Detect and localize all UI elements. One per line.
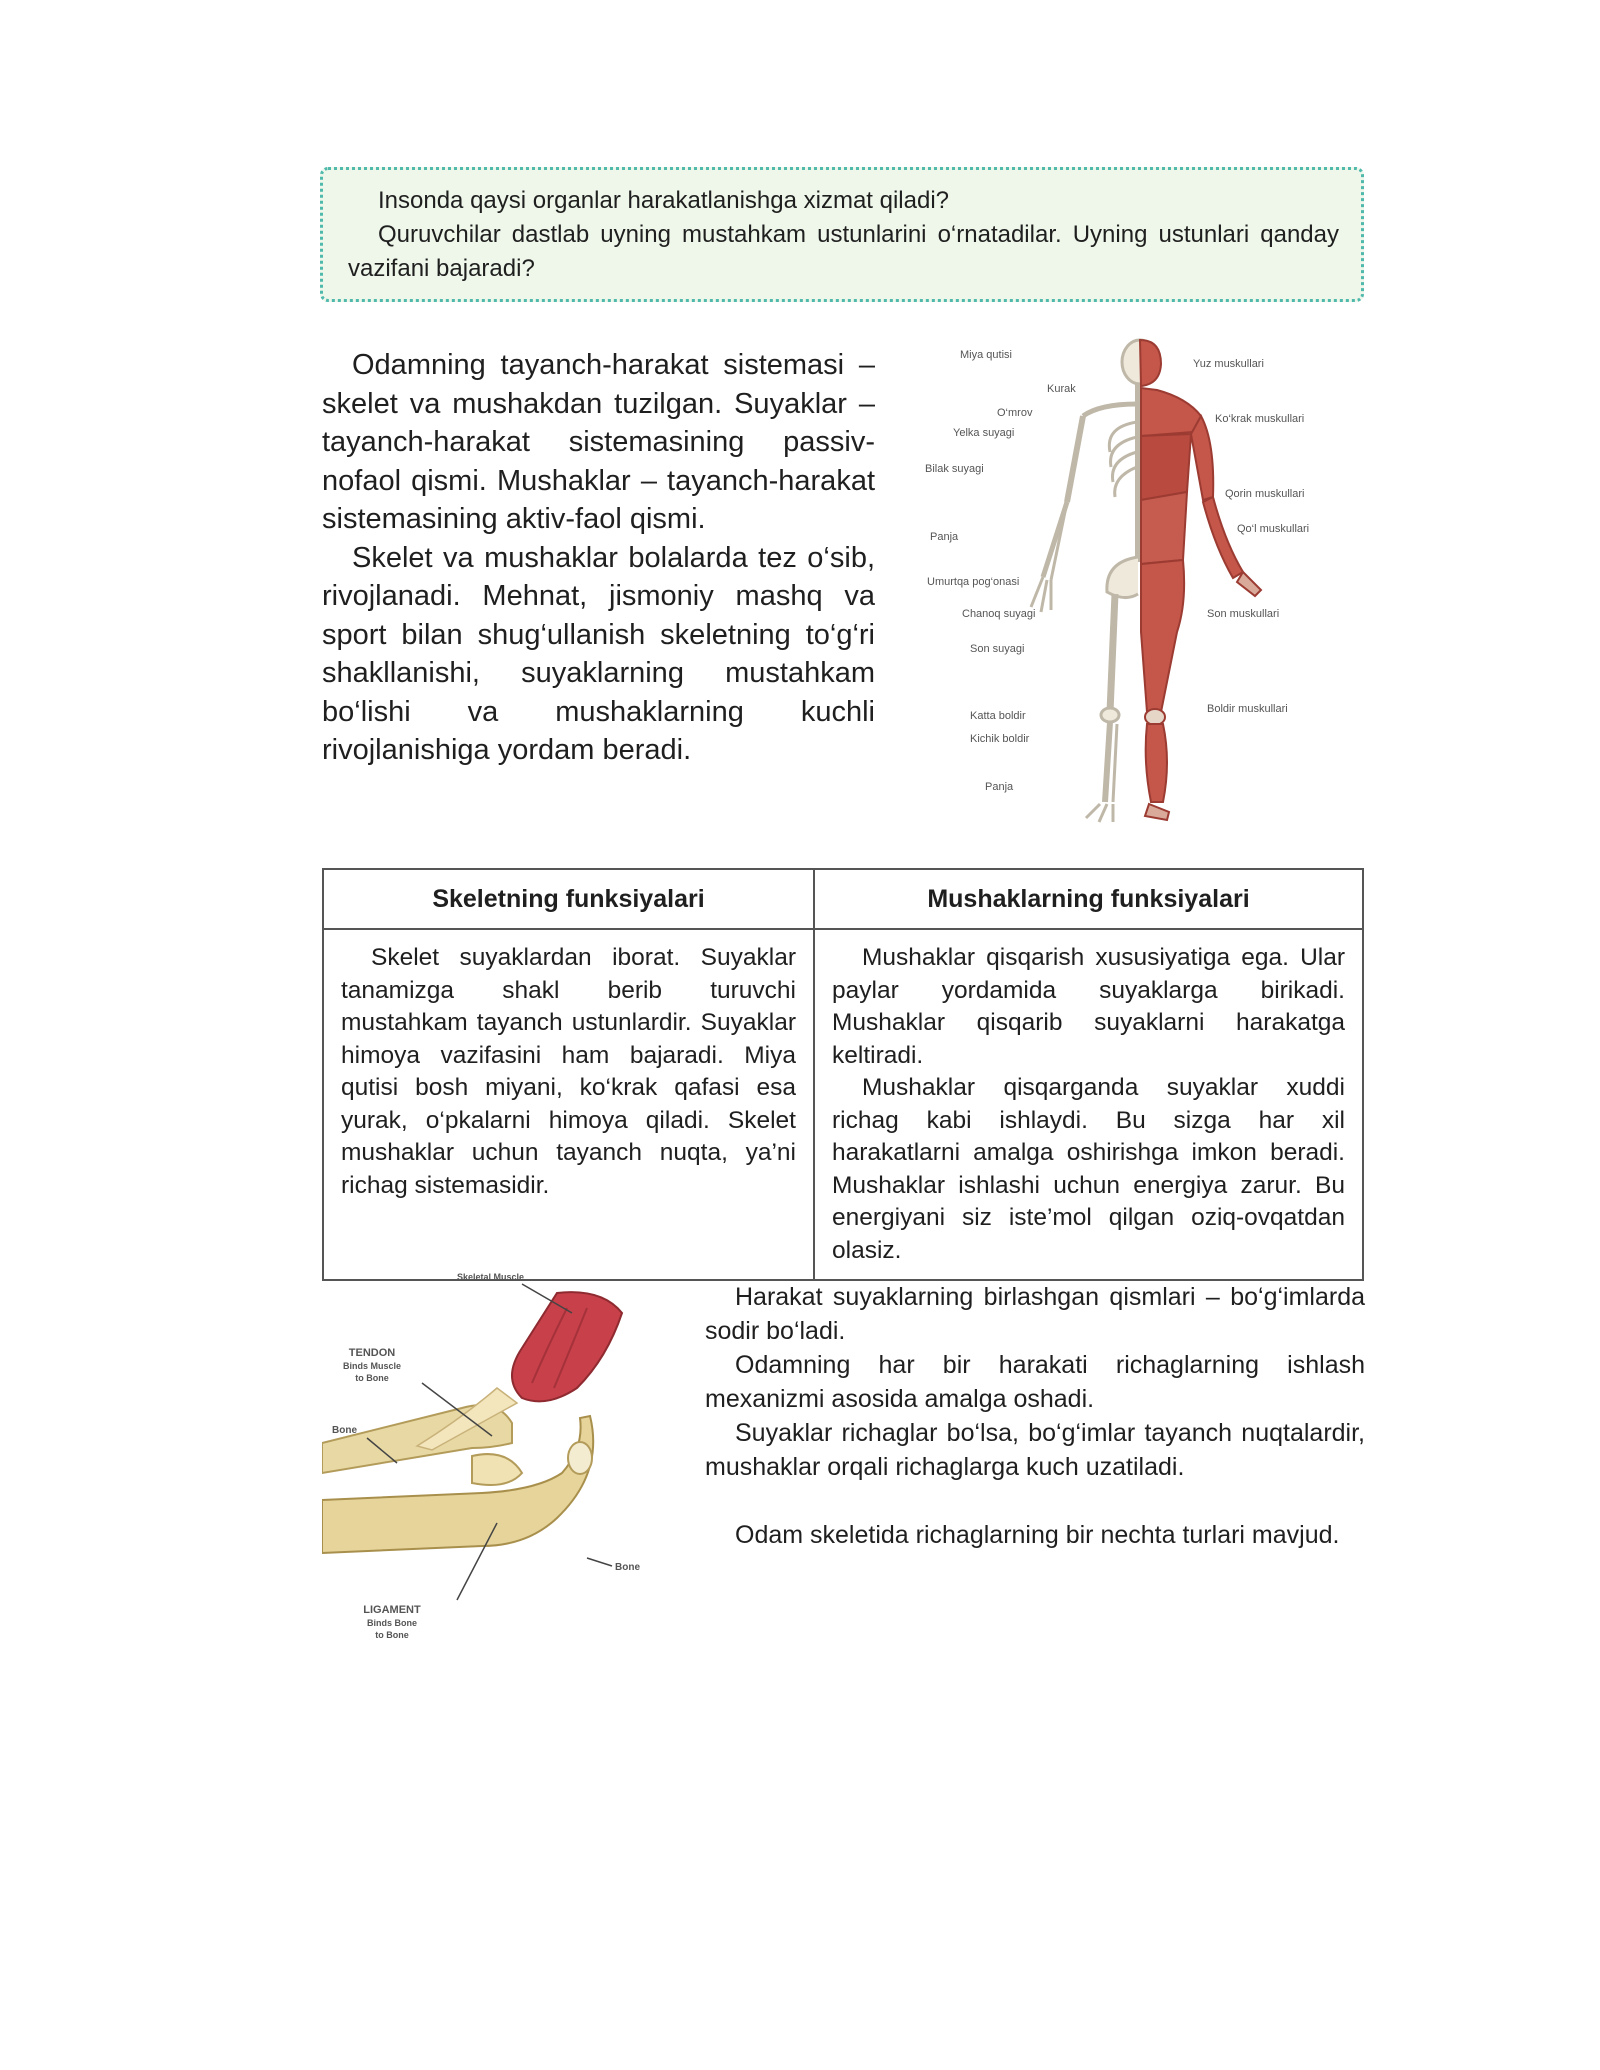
right-labels: [1193, 358, 1309, 715]
label-panja-hand: Panja: [930, 531, 959, 543]
anatomy-illustration: [925, 332, 1365, 832]
intro-paragraph-1: Odamning tayanch-harakat sistemasi – skelet va mushakdan tuzilgan. Suyaklar – tayanch-harakat sistemasining passiv-nofaol qismi. Mushaklar – tayanch-harakat sistemasining aktiv-faol qismi.: [322, 349, 875, 535]
elbow-illustration: [322, 1268, 687, 1668]
label-tendon-sub1: Binds Muscle: [342, 1361, 402, 1371]
motion-paragraph-3: Suyaklar richaglar bo‘lsa, bo‘g‘imlar tayanch nuqtalardir, mushaklar orqali richaglarga kuch uzatiladi.: [705, 1419, 1365, 1481]
label-miya-qutisi: Miya qutisi: [960, 349, 1012, 361]
skeleton-half: [1031, 340, 1158, 822]
label-kichik-boldir: Kichik boldir: [970, 733, 1030, 745]
joint-cartilage: [472, 1454, 522, 1485]
label-yelka-suyagi: Yelka suyagi: [953, 427, 1015, 439]
label-boldir-muskullari: Boldir muskullari: [1207, 703, 1288, 715]
intro-text: [322, 346, 875, 770]
motion-paragraph-4: Odam skeletida richaglarning bir nechta turlari mavjud.: [735, 1521, 1340, 1549]
muscle-half: [1140, 340, 1261, 820]
label-qol-muskullari: Qo‘l muskullari: [1237, 523, 1310, 535]
anatomy-figure: [925, 332, 1365, 832]
muscle-functions-cell: [814, 929, 1363, 1280]
label-ligament-sub1: Binds Bone: [366, 1618, 418, 1628]
question-box: [320, 167, 1364, 302]
label-tendon: TENDON: [348, 1347, 396, 1359]
elbow-joint-figure: [322, 1268, 687, 1668]
label-kokrak-muskullari: Ko‘krak muskullari: [1215, 413, 1305, 425]
label-bilak-suyagi: Bilak suyagi: [925, 463, 984, 475]
table-row: [323, 929, 1363, 1280]
question-1: Insonda qaysi organlar harakatlanishga xizmat qiladi?: [378, 187, 950, 214]
motion-text: [705, 1280, 1365, 1552]
motion-paragraph-1: Harakat suyaklarning birlashgan qismlari – bo‘g‘imlarda sodir bo‘ladi.: [705, 1283, 1365, 1345]
joint-bone-end: [568, 1442, 592, 1474]
label-yuz-muskullari: Yuz muskullari: [1193, 358, 1264, 370]
label-son-muskullari: Son muskullari: [1207, 608, 1280, 620]
label-son-suyagi: Son suyagi: [970, 643, 1025, 655]
label-panja-foot: Panja: [985, 781, 1014, 793]
label-kurak: Kurak: [1047, 383, 1076, 395]
label-qorin-muskullari: Qorin muskullari: [1225, 488, 1305, 500]
header-skeleton-functions: Skeletning funksiyalari: [323, 869, 814, 929]
table-header-row: [323, 869, 1363, 929]
label-umurtqa: Umurtqa pog‘onasi: [927, 576, 1020, 588]
label-skeletal-muscle: Skeletal Muscle: [457, 1272, 525, 1282]
label-ligament: LIGAMENT: [363, 1604, 421, 1616]
label-chanoq-suyagi: Chanoq suyagi: [962, 608, 1036, 620]
skeleton-functions-text: Skelet suyaklardan iborat. Suyaklar tanamizga shakl berib turuvchi mustahkam tayanch ustunlardir. Suyaklar himoya vazifasini ham bajaradi. Miya qutisi bosh miyani, ko‘krak qafasi esa yurak, o‘pkalarni himoya qiladi. Skelet mushaklar uchun tayanch nuqta, ya’ni richag sistemasidir.: [341, 944, 796, 1199]
intro-paragraph-2: Skelet va mushaklar bolalarda tez o‘sib, rivojlanadi. Mehnat, jismoniy mashq va sport bilan shug‘ullanish skeletning to‘g‘ri shakllanishi, suyaklarning mustahkam bo‘lishi va mushaklarning kuchli rivojlanishiga yordam beradi.: [322, 541, 875, 766]
muscle-functions-text-2: Mushaklar qisqarganda suyaklar xuddi richag kabi ishlaydi. Bu sizga har xil harakatlarni amalga oshirishga imkon beradi. Mushaklar ishlashi uchun energiya zarur. Bu energiyani siz iste’mol qilgan oziq-ovqatdan olasiz.: [832, 1074, 1345, 1264]
label-bone-right: Bone: [615, 1562, 640, 1573]
label-tendon-sub2: to Bone: [355, 1373, 389, 1383]
label-ligament-sub2: to Bone: [375, 1630, 409, 1640]
functions-table: [322, 868, 1364, 1281]
label-bone-left: Bone: [332, 1425, 357, 1436]
question-2: Quruvchilar dastlab uyning mustahkam ustunlarini o‘rnatadilar. Uyning ustunlari qanday vazifani bajaradi?: [348, 221, 1339, 282]
skeleton-functions-cell: [323, 929, 814, 1280]
label-omrov: O‘mrov: [997, 407, 1033, 419]
label-katta-boldir: Katta boldir: [970, 710, 1026, 722]
motion-paragraph-2: Odamning har bir harakati richaglarning ishlash mexanizmi asosida amalga oshadi.: [705, 1351, 1365, 1413]
muscle-functions-text-1: Mushaklar qisqarish xususiyatiga ega. Ular paylar yordamida suyaklarga birikadi. Mushaklar qisqarib suyaklarni harakatga keltiradi.: [832, 944, 1345, 1069]
header-muscle-functions: Mushaklarning funksiyalari: [814, 869, 1363, 929]
